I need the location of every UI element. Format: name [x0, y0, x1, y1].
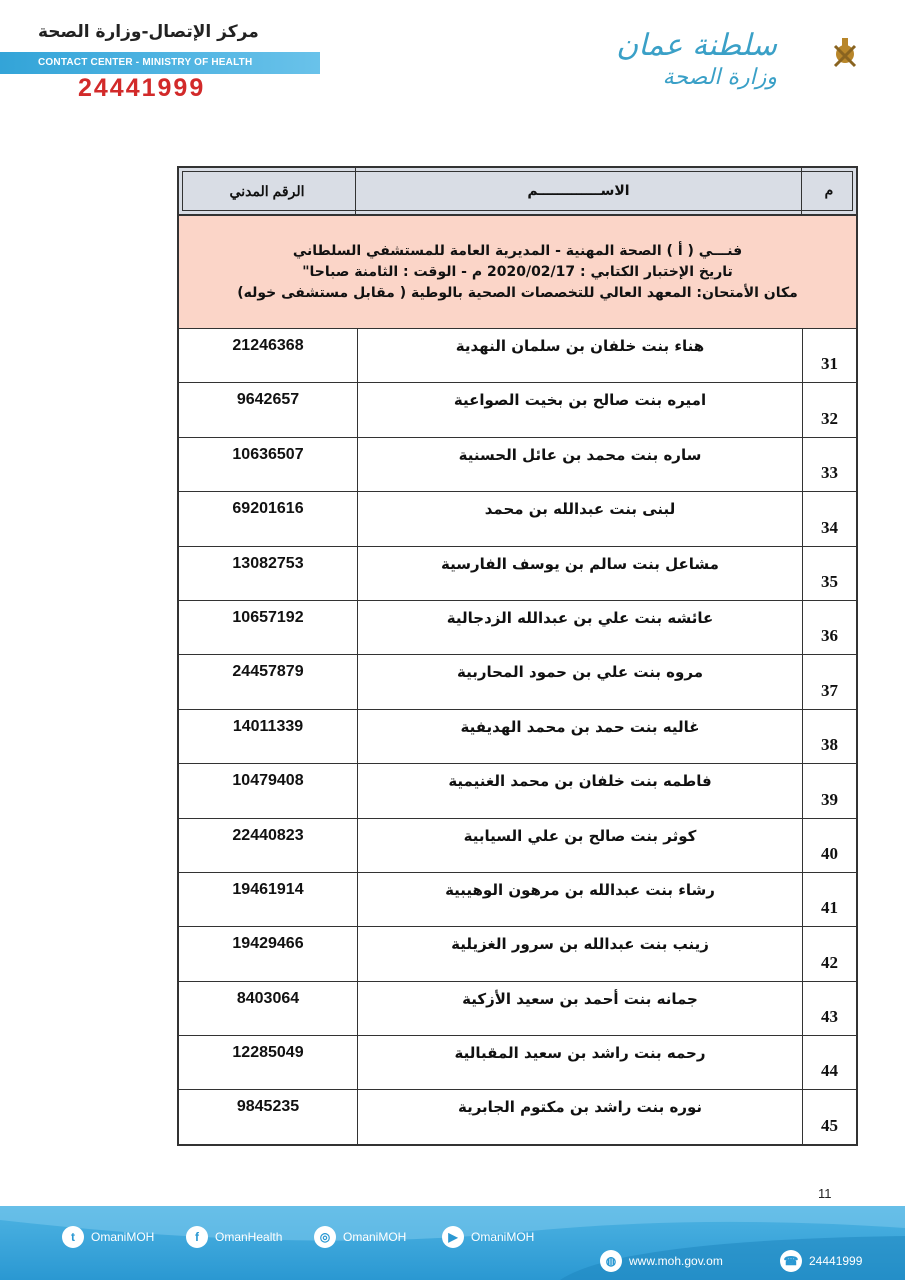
phone-icon: ☎ — [780, 1250, 802, 1272]
table-header-row — [179, 168, 856, 214]
row-name: كوثر بنت صالح بن علي السيابية — [357, 819, 802, 872]
social-twitter-label: OmaniMOH — [91, 1230, 155, 1244]
contact-center-band — [0, 52, 320, 74]
row-civil-id: 12285049 — [232, 1044, 304, 1062]
table-row — [179, 600, 856, 654]
row-num: 42 — [802, 927, 856, 980]
row-civil-id: 21246368 — [232, 337, 304, 354]
row-name: اميره بنت صالح بن بخيت الصواعية — [357, 383, 802, 436]
table-row — [179, 546, 856, 600]
row-num: 37 — [802, 655, 856, 708]
header-num: م — [801, 168, 856, 214]
ministry-line1: سلطنة عمان — [616, 28, 777, 63]
row-civil-id: 9642657 — [236, 391, 300, 409]
table-row — [179, 491, 856, 545]
row-civil-id: 69201616 — [232, 500, 304, 518]
table-row — [179, 818, 856, 872]
social-twitter[interactable] — [62, 1226, 154, 1248]
row-num: 36 — [802, 601, 856, 654]
row-civil-id: 9845235 — [236, 1098, 300, 1116]
row-name: رشاء بنت عبدالله بن مرهون الوهيبية — [357, 873, 802, 926]
row-name: غاليه بنت حمد بن محمد الهديفية — [357, 710, 802, 763]
ministry-name — [616, 28, 777, 90]
row-name: نوره بنت راشد بن مكتوم الجابرية — [357, 1090, 802, 1143]
social-facebook[interactable] — [186, 1226, 282, 1248]
row-civil-id: 19461914 — [232, 880, 304, 898]
website-label: www.moh.gov.om — [629, 1254, 723, 1268]
social-instagram-label: OmaniMOH — [343, 1230, 407, 1244]
contact-center-arabic: مركز الإتصال-وزارة الصحة — [38, 22, 259, 42]
row-name: ساره بنت محمد بن عائل الحسنية — [357, 438, 802, 491]
exam-title: فنـــي ( أ ) الصحة المهنية - المديرية العامة للمستشفي السلطاني — [292, 242, 743, 259]
table-row — [179, 981, 856, 1035]
social-youtube[interactable] — [442, 1226, 534, 1248]
row-num: 39 — [802, 764, 856, 817]
row-num: 33 — [802, 438, 856, 491]
table-row — [179, 763, 856, 817]
row-num: 43 — [802, 982, 856, 1035]
instagram-icon: ◎ — [314, 1226, 336, 1248]
table-row — [179, 1035, 856, 1089]
row-num: 35 — [802, 547, 856, 600]
exam-info-section — [179, 214, 856, 329]
table-row — [179, 709, 856, 763]
footer-phone[interactable] — [780, 1250, 862, 1272]
row-civil-id: 19429466 — [232, 935, 304, 953]
table-row — [179, 1089, 856, 1143]
footer-band — [0, 1206, 905, 1280]
table-row — [179, 329, 856, 382]
table-row — [179, 437, 856, 491]
row-name: فاطمه بنت خلفان بن محمد الغنيمية — [357, 764, 802, 817]
table-body — [179, 329, 856, 1144]
globe-icon: ◍ — [600, 1250, 622, 1272]
row-num: 32 — [802, 383, 856, 436]
social-instagram[interactable] — [314, 1226, 406, 1248]
row-name: مشاعل بنت سالم بن يوسف الفارسية — [357, 547, 802, 600]
social-youtube-label: OmaniMOH — [471, 1230, 535, 1244]
row-civil-id: 10479408 — [232, 772, 304, 790]
exam-location: مكان الأمتحان: المعهد العالي للتخصصات الصحية بالوطية ( مقابل مستشفى خوله) — [237, 284, 798, 301]
row-civil-id: 10636507 — [232, 445, 304, 463]
table-row — [179, 382, 856, 436]
row-civil-id: 8403064 — [236, 989, 300, 1007]
table-row — [179, 926, 856, 980]
row-civil-id: 22440823 — [232, 826, 304, 844]
row-num: 40 — [802, 819, 856, 872]
row-num: 45 — [802, 1090, 856, 1143]
row-name: هناء بنت خلفان بن سلمان النهدية — [357, 329, 802, 382]
facebook-icon: f — [186, 1226, 208, 1248]
row-num: 38 — [802, 710, 856, 763]
header-civil-id: الرقم المدني — [229, 182, 305, 199]
row-civil-id: 10657192 — [232, 608, 304, 626]
website-link[interactable] — [600, 1250, 723, 1272]
row-name: زينب بنت عبدالله بن سرور الغزيلية — [357, 927, 802, 980]
twitter-icon: t — [62, 1226, 84, 1248]
row-name: مروه بنت علي بن حمود المحاربية — [357, 655, 802, 708]
row-name: لبنى بنت عبدالله بن محمد — [357, 492, 802, 545]
row-name: جمانه بنت أحمد بن سعيد الأزكية — [357, 982, 802, 1035]
row-num: 31 — [802, 329, 856, 382]
table-row — [179, 654, 856, 708]
row-num: 41 — [802, 873, 856, 926]
red-crescent-logo-icon — [795, 16, 877, 108]
table-row — [179, 872, 856, 926]
header-name: الاســـــــــــــم — [355, 168, 801, 214]
contact-center-english: CONTACT CENTER - MINISTRY OF HEALTH — [38, 57, 253, 68]
social-facebook-label: OmanHealth — [215, 1230, 283, 1244]
candidates-table — [177, 166, 858, 1146]
youtube-icon: ▶ — [442, 1226, 464, 1248]
exam-date: تاريخ الإختبار الكتابي : 2020/02/17 م - الوقت : الثامنة صباحا" — [302, 263, 733, 280]
row-civil-id: 13082753 — [232, 554, 304, 572]
row-num: 44 — [802, 1036, 856, 1089]
ministry-line2: وزارة الصحة — [662, 65, 777, 90]
row-name: رحمه بنت راشد بن سعيد المقبالية — [357, 1036, 802, 1089]
row-civil-id: 14011339 — [232, 717, 304, 735]
row-name: عائشه بنت علي بن عبدالله الزدجالية — [357, 601, 802, 654]
contact-phone: 24441999 — [78, 74, 206, 102]
row-civil-id: 24457879 — [232, 663, 304, 681]
footer-phone-label: 24441999 — [809, 1254, 863, 1268]
page-number: 11 — [818, 1186, 832, 1201]
row-num: 34 — [802, 492, 856, 545]
